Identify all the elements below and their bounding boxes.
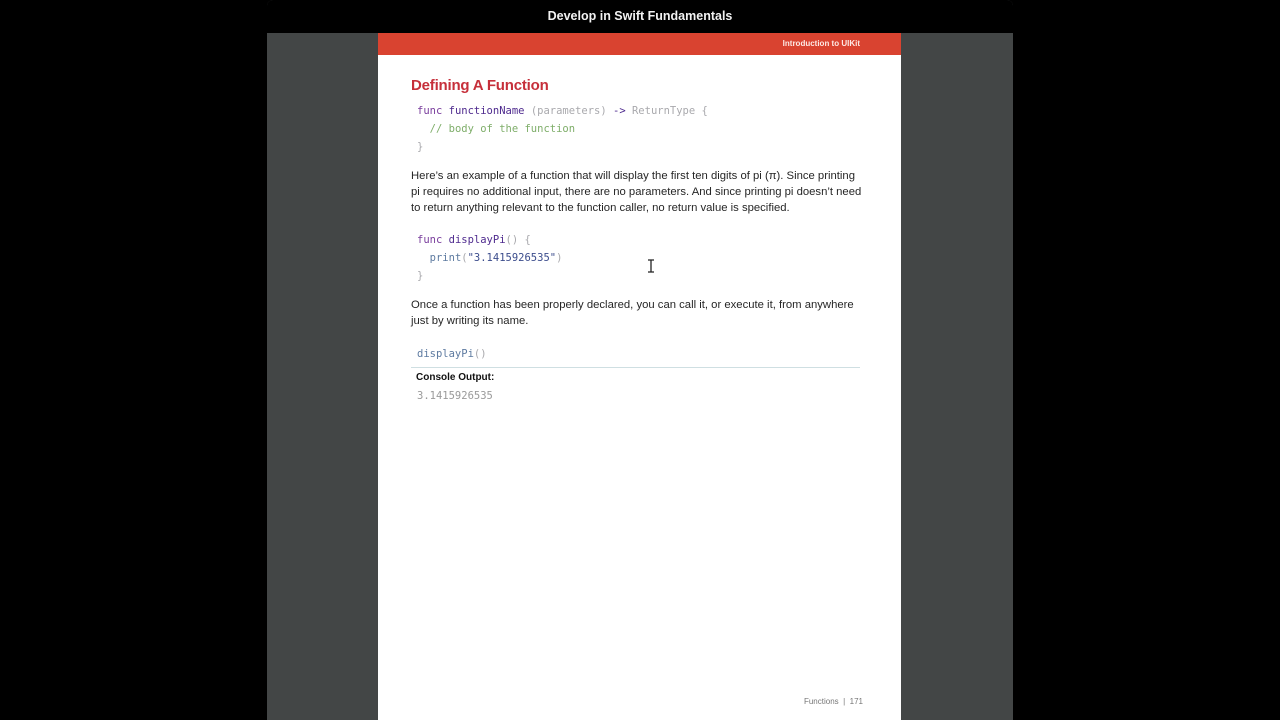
window-title: Develop in Swift Fundamentals — [267, 0, 1013, 33]
code-block-call — [417, 345, 487, 363]
code-function-name: displayPi — [448, 234, 506, 246]
page-footer — [804, 697, 863, 706]
code-keyword: func — [417, 105, 443, 117]
code-closing-brace: } — [417, 141, 424, 153]
code-block-syntax — [417, 102, 708, 156]
footer-section: Functions — [803, 697, 839, 706]
code-paren: ) — [556, 252, 563, 264]
paragraph-calling: Once a function has been properly declared, you can call it, or execute it, from anywhere just by writing its name. — [411, 299, 854, 327]
paragraph-example: Here’s an example of a function that will display the first ten digits of pi (π). Since printing pi requires no additional input, there are no parameters. And since printing pi doesn’t need to return anything relevant to the function caller, no return value is specified. — [411, 170, 862, 214]
page-number: 171 — [849, 697, 863, 706]
code-comment: // body of the function — [429, 123, 576, 135]
code-print-call: print — [429, 252, 462, 264]
book-page — [378, 33, 901, 720]
section-heading: Defining A Function — [411, 77, 549, 94]
code-string-literal: "3.1415926535" — [467, 252, 557, 264]
footer-separator: | — [843, 697, 846, 706]
chapter-header-band — [378, 33, 901, 55]
text-cursor-icon — [647, 259, 655, 273]
code-closing-brace: } — [417, 270, 424, 282]
code-block-displaypi — [417, 231, 562, 285]
code-call-name: displayPi — [417, 348, 474, 360]
code-keyword: func — [417, 234, 443, 246]
console-output-value: 3.1415926535 — [417, 390, 493, 402]
code-paren: ( — [461, 252, 468, 264]
console-output-label: Console Output: — [416, 372, 495, 383]
reader-window — [267, 0, 1013, 720]
code-function-name: functionName — [448, 105, 525, 117]
code-signature-rest: () { — [505, 234, 531, 246]
code-return-type: ReturnType { — [631, 105, 708, 117]
code-params: (parameters) — [530, 105, 607, 117]
console-divider — [411, 367, 860, 368]
code-call-parens: () — [473, 348, 487, 360]
chapter-title: Introduction to UIKit — [782, 39, 860, 48]
code-arrow: -> — [613, 105, 626, 117]
